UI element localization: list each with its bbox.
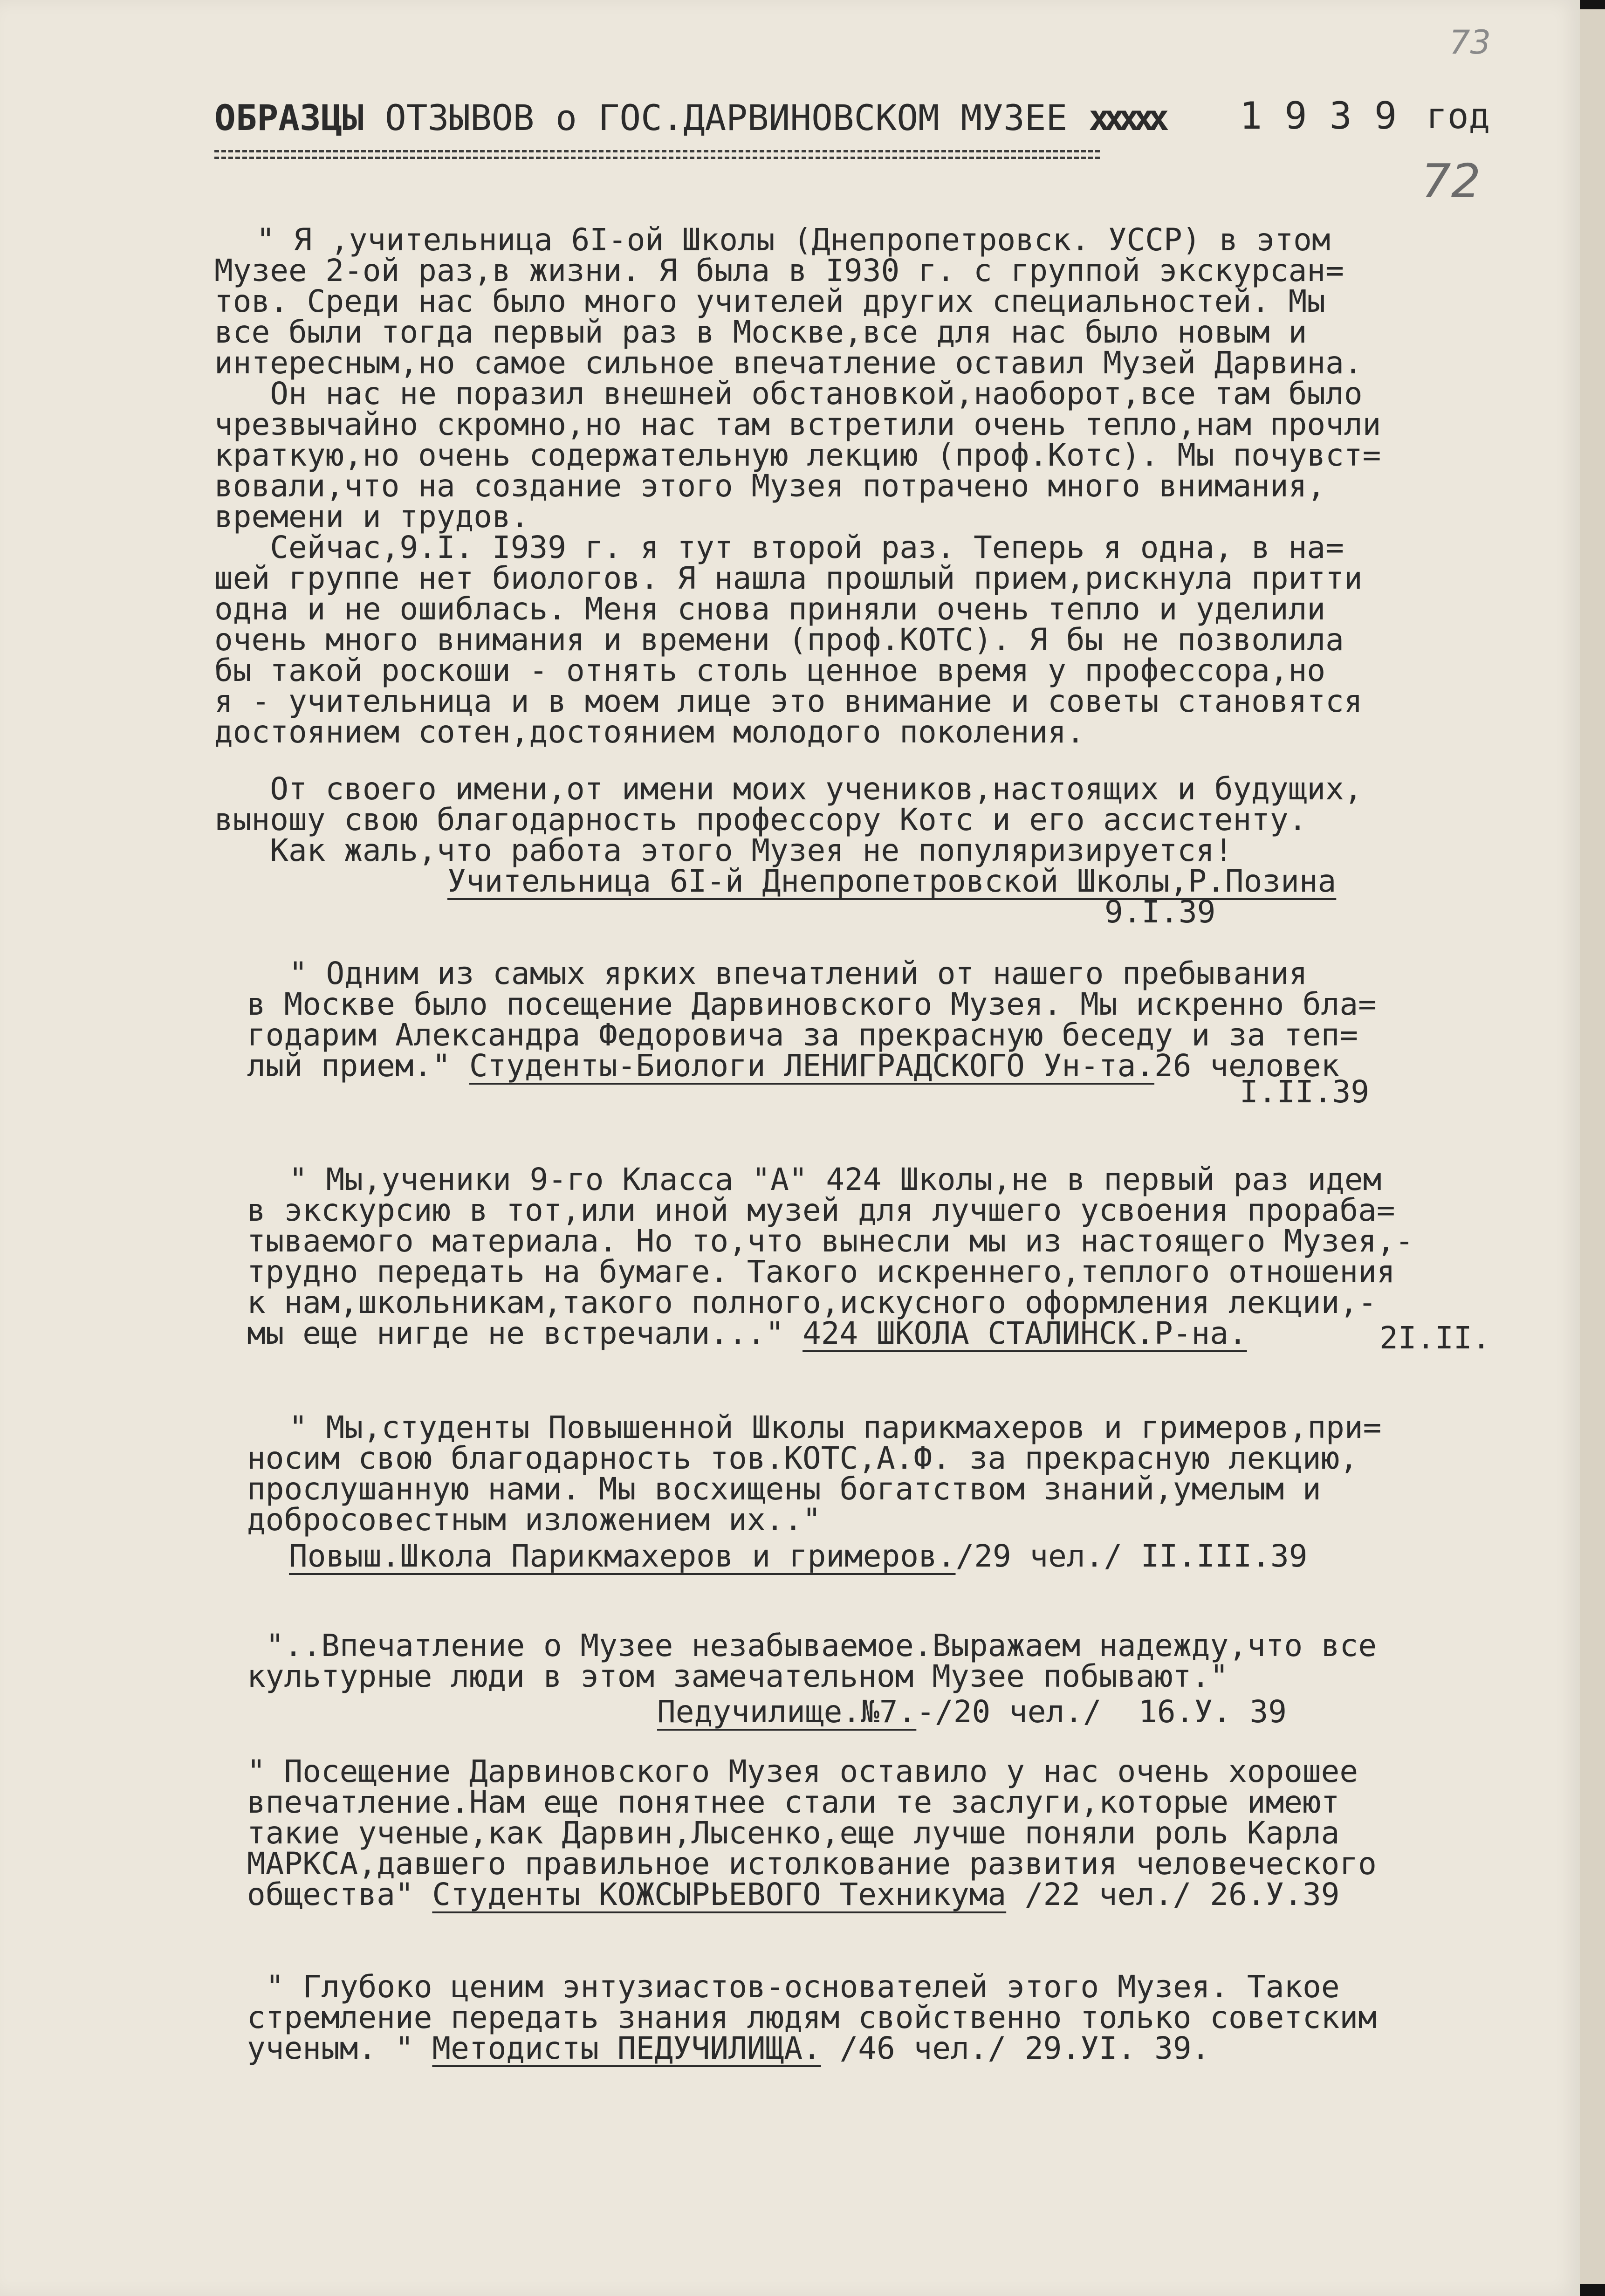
review-line: чрезвычайно скромно,но нас там встретили очень тепло,нам прочли: [214, 406, 1381, 442]
review-line: " Одним из самых ярких впечатлений от нашего пребывания: [289, 956, 1308, 991]
review-line: " Я ,учительница 6I-ой Школы (Днепропетровск. УССР) в этом: [256, 222, 1331, 258]
review-signature: Методисты ПЕДУЧИЛИЩА.: [432, 2030, 821, 2066]
review-line-with-signature: [247, 2030, 1210, 2066]
review-group-count: /29 чел./: [955, 1538, 1123, 1574]
handwritten-page-number: 72: [1421, 154, 1481, 208]
struck-text: xxxxx: [1089, 97, 1163, 138]
review-line-with-signature: [247, 1048, 1340, 1084]
review-line: трудно передать на бумаге. Такого искреннего,теплого отношения: [247, 1254, 1395, 1290]
review-line: достоянием сотен,достоянием молодого поколения.: [214, 714, 1085, 750]
title-bold-word: ОБРАЗЦЫ: [214, 97, 364, 138]
review-line: к нам,школьникам,такого полного,искусного оформления лекции,-: [247, 1285, 1377, 1320]
corner-handwritten-mark: 73: [1449, 23, 1491, 62]
review-date: 16.У. 39: [1139, 1694, 1287, 1730]
review-line: МАРКСА,давшего правильное истолкование развития человеческого: [247, 1846, 1377, 1882]
review-line: прослушанную нами. Мы восхищены богатством знаний,умелым и: [247, 1471, 1321, 1507]
review-line: в Москве было посещение Дарвиновского Музея. Мы искренно бла=: [247, 986, 1377, 1022]
title-text: ОТЗЫВОВ о ГОС.ДАРВИНОВСКОМ МУЗЕЕ: [364, 97, 1089, 138]
review-line: культурные люди в этом замечательном Музее побывают.": [247, 1658, 1228, 1694]
review-line: такие ученые,как Дарвин,Лысенко,еще лучше поняли роль Карла: [247, 1815, 1340, 1851]
review-signature: Студенты КОЖСЫРЬЕВОГО Техникума: [432, 1877, 1007, 1912]
review-line: времени и трудов.: [214, 499, 529, 535]
review-signature: Повыш.Школа Парикмахеров и гримеров.: [289, 1538, 956, 1574]
review-line: одна и не ошиблась. Меня снова приняли очень тепло и уделили: [214, 591, 1326, 627]
review-line: "..Впечатление о Музее незабываемое.Выражаем надежду,что все: [266, 1628, 1377, 1664]
review-line: шей группе нет биологов. Я нашла прошлый прием,рискнула притти: [214, 560, 1363, 596]
review-line: общества": [247, 1877, 432, 1912]
review-line: стремление передать знания людям свойственно только советским: [247, 2000, 1377, 2035]
review-line: все были тогда первый раз в Москве,все для нас было новым и: [214, 314, 1307, 350]
review-line: " Мы,студенты Повышенной Школы парикмахеров и гримеров,при=: [289, 1409, 1382, 1445]
header-year-word: год: [1426, 95, 1490, 137]
review-line: " Глубоко ценим энтузиастов-основателей этого Музея. Такое: [266, 1969, 1340, 2005]
review-line: выношу свою благодарность профессору Котс и его ассистенту.: [214, 802, 1307, 838]
review-line: ученым. ": [247, 2030, 432, 2066]
review-line: бы такой роскоши - отнять столь ценное время у профессора,но: [214, 653, 1326, 688]
review-line: впечатление.Нам еще понятнее стали те заслуги,которые имеют: [247, 1784, 1340, 1820]
review-line-with-signature: [247, 1315, 1247, 1351]
review-date: 2I.II.: [1379, 1320, 1491, 1356]
review-date: 29.УI. 39.: [1024, 2030, 1210, 2066]
review-date: II.III.39: [1140, 1538, 1308, 1574]
review-signature: Учительница 6I-й Днепропетровской Школы,Р.Позина: [447, 863, 1337, 899]
review-line: Музее 2-ой раз,в жизни. Я была в I930 г. с группой экскурсан=: [214, 253, 1344, 289]
review-line: тываемого материала. Но то,что вынесли мы из настоящего Музея,-: [247, 1223, 1414, 1259]
title-double-rule-2: [214, 157, 1100, 159]
review-line: тов. Среди нас было много учителей других специальностей. Мы: [214, 283, 1326, 319]
review-group-count: 26 человек: [1154, 1048, 1340, 1084]
review-line: Как жаль,что работа этого Музея не популяризируется!: [214, 832, 1233, 868]
review-line: Сейчас,9.I. I939 г. я тут второй раз. Теперь я одна, в на=: [214, 529, 1344, 565]
review-line: интересным,но самое сильное впечатление оставил Музей Дарвина.: [214, 345, 1363, 381]
page-title: [214, 97, 1163, 138]
review-line: добросовестным изложением их..": [247, 1502, 821, 1538]
review-signature-line: [289, 1538, 1308, 1574]
review-date: I.II.39: [1240, 1074, 1370, 1110]
review-date: 9.I.39: [1104, 894, 1216, 930]
review-group-count: /22 чел./: [1024, 1877, 1192, 1912]
review-line: " Мы,ученики 9-го Класса "А" 424 Школы,не в первый раз идем: [289, 1162, 1382, 1197]
review-line: краткую,но очень содержательную лекцию (проф.Котс). Мы почувст=: [214, 437, 1381, 473]
title-double-rule: [214, 150, 1100, 152]
review-line: годарим Александра Федоровича за прекрасную беседу и за теп=: [247, 1017, 1358, 1053]
review-signature: 424 ШКОЛА СТАЛИНСК.Р-на.: [802, 1315, 1247, 1351]
review-line: " Посещение Дарвиновского Музея оставило у нас очень хорошее: [247, 1753, 1358, 1789]
review-group-count: -/20 чел./: [916, 1694, 1102, 1730]
review-line-with-signature: [247, 1879, 1339, 1910]
review-signature: Педучилище.№7.: [657, 1694, 917, 1730]
review-line: От своего имени,от имени моих учеников,настоящих и будущих,: [214, 771, 1363, 807]
review-line: очень много внимания и времени (проф.КОТС). Я бы не позволила: [214, 622, 1344, 658]
review-line: вовали,что на создание этого Музея потрачено много внимания,: [214, 468, 1326, 504]
review-signature: Студенты-Биологи ЛЕНИГРАДСКОГО Ун-та.: [469, 1048, 1155, 1084]
review-line: мы еще нигде не встречали...": [247, 1315, 803, 1351]
review-line: лый прием.": [247, 1048, 469, 1084]
review-line: Он нас не поразил внешней обстановкой,наоборот,все там было: [214, 376, 1363, 412]
review-signature-line: [657, 1694, 1287, 1730]
review-group-count: /46 чел./: [839, 2030, 1007, 2066]
review-date: 26.У.39: [1210, 1877, 1340, 1912]
header-year: 1 9 3 9: [1240, 94, 1397, 137]
review-line: носим свою благодарность тов.КОТС,А.Ф. за прекрасную лекцию,: [247, 1440, 1358, 1476]
review-line: в экскурсию в тот,или иной музей для лучшего усвоения прораба=: [247, 1192, 1395, 1228]
review-line: я - учительница и в моем лице это внимание и советы становятся: [214, 683, 1363, 719]
